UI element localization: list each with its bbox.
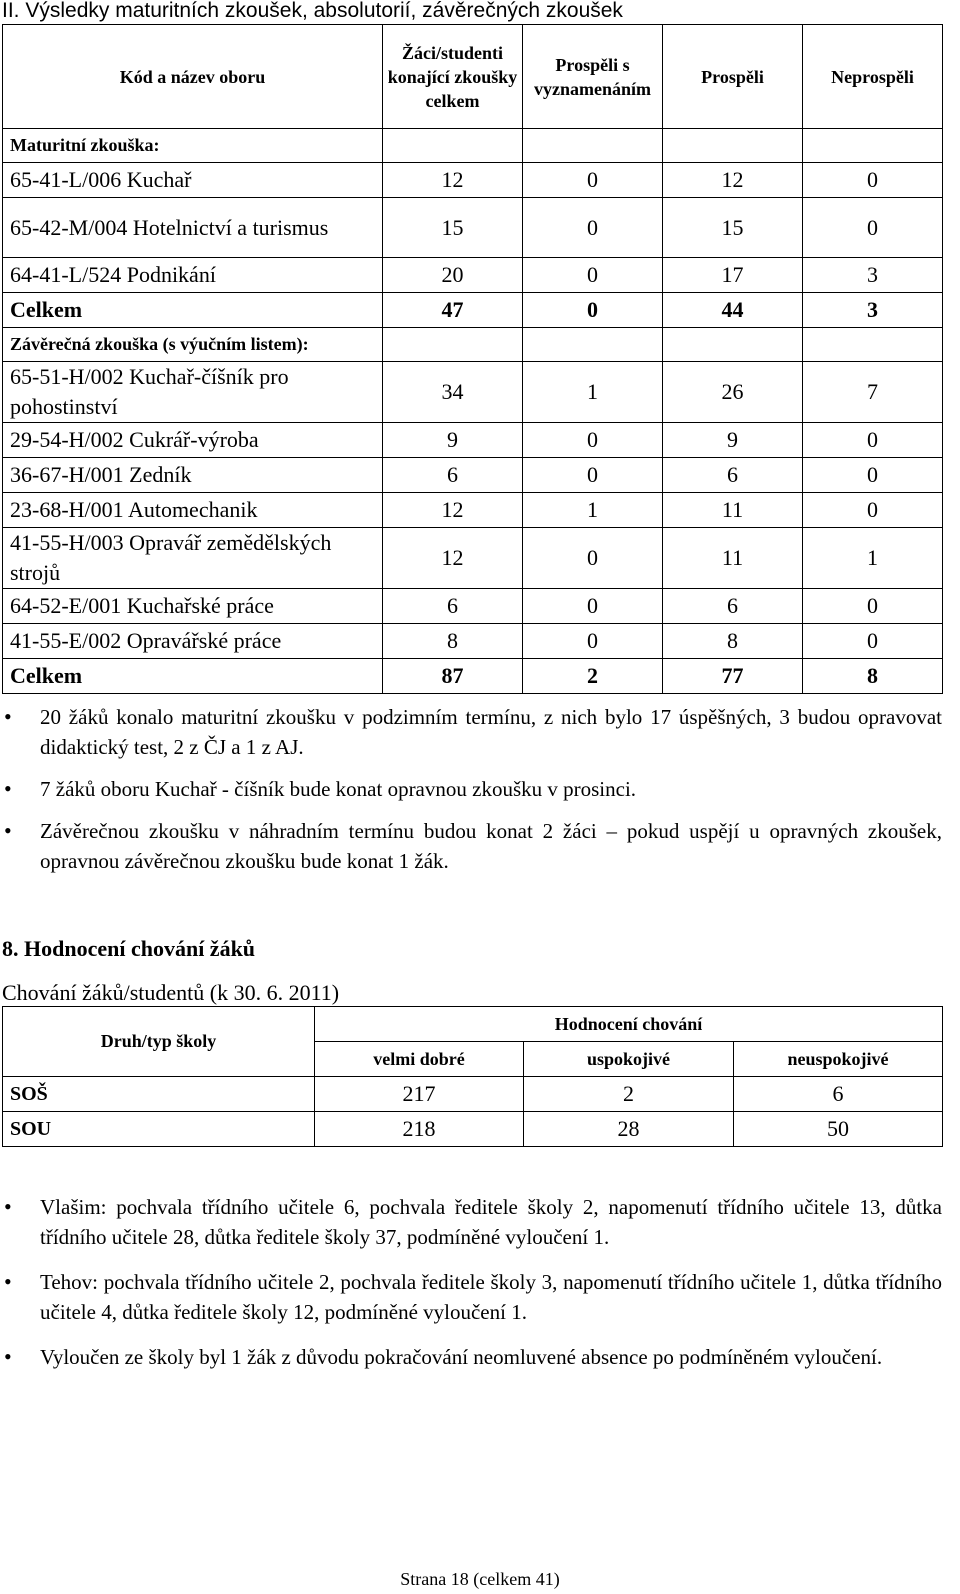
cell-distinction: 0 <box>523 423 663 458</box>
row-name: 36-67-H/001 Zedník <box>3 458 383 493</box>
cell-total: 9 <box>383 423 523 458</box>
cell-failed: 1 <box>803 528 943 589</box>
cell-passed: 11 <box>663 528 803 589</box>
cell-failed: 3 <box>803 258 943 293</box>
header-unsatisfactory: neuspokojivé <box>734 1042 943 1077</box>
cell-distinction: 1 <box>523 493 663 528</box>
list-item: • Vlašim: pochvala třídního učitele 6, pochvala ředitele školy 2, napomenutí třídního učitele 13, důtka třídního učitele 28, důtka ředitele školy 37, podmíněné vyloučení 1. <box>0 1192 942 1252</box>
cell-distinction: 0 <box>523 589 663 624</box>
sum-passed: 77 <box>663 659 803 694</box>
list-item: • Tehov: pochvala třídního učitele 2, pochvala ředitele školy 3, napomenutí třídního učitele 1, důtka třídního učitele 4, důtka ředitele školy 12, podmíněné vyloučení 1. <box>0 1267 942 1327</box>
cell-failed: 0 <box>803 624 943 659</box>
cell-value: 50 <box>734 1112 943 1147</box>
header-failed: Neprospěli <box>803 25 943 129</box>
cell-failed: 7 <box>803 362 943 423</box>
cell-distinction: 0 <box>523 458 663 493</box>
cell-total: 20 <box>383 258 523 293</box>
cell-distinction: 0 <box>523 258 663 293</box>
cell-distinction: 0 <box>523 528 663 589</box>
row-name: 65-51-H/002 Kuchař-číšník pro pohostinství <box>3 362 383 423</box>
sum-total: 47 <box>383 293 523 328</box>
sum-failed: 8 <box>803 659 943 694</box>
header-behaviour-group: Hodnocení chování <box>315 1007 943 1042</box>
cell-total: 6 <box>383 589 523 624</box>
sum-label: Celkem <box>3 659 383 694</box>
row-school-type: SOU <box>3 1112 315 1147</box>
cell-value: 6 <box>734 1077 943 1112</box>
row-name: 65-42-M/004 Hotelnictví a turismus <box>3 198 383 258</box>
cell-failed: 0 <box>803 589 943 624</box>
list-item: • Závěrečnou zkoušku v náhradním termínu budou konat 2 žáci – pokud uspějí u opravných zkoušek, opravnou závěrečnou zkoušku bude konat 1 žák. <box>0 816 942 876</box>
cell-passed: 6 <box>663 589 803 624</box>
cell-passed: 8 <box>663 624 803 659</box>
page-footer: Strana 18 (celkem 41) <box>400 1569 560 1589</box>
list-item: • Vyloučen ze školy byl 1 žák z důvodu pokračování neomluvené absence po podmíněném vyloučení. <box>0 1342 942 1372</box>
header-school-type: Druh/typ školy <box>3 1007 315 1077</box>
table-caption: Chování žáků/studentů (k 30. 6. 2011) <box>2 980 340 1005</box>
cell-total: 12 <box>383 493 523 528</box>
cell-passed: 6 <box>663 458 803 493</box>
row-name: 65-41-L/006 Kuchař <box>3 163 383 198</box>
cell-passed: 26 <box>663 362 803 423</box>
exam-notes-list <box>0 702 942 888</box>
row-name: 41-55-E/002 Opravářské práce <box>3 624 383 659</box>
row-name: 64-41-L/524 Podnikání <box>3 258 383 293</box>
cell-total: 15 <box>383 198 523 258</box>
header-field: Kód a název oboru <box>3 25 383 129</box>
exam-results-table <box>2 24 943 694</box>
header-satisfactory: uspokojivé <box>524 1042 734 1077</box>
list-item: • 7 žáků oboru Kuchař - číšník bude konat opravnou zkoušku v prosinci. <box>0 774 942 804</box>
cell-failed: 0 <box>803 423 943 458</box>
cell-distinction: 0 <box>523 198 663 258</box>
sum-failed: 3 <box>803 293 943 328</box>
cell-failed: 0 <box>803 458 943 493</box>
cell-distinction: 1 <box>523 362 663 423</box>
sum-distinction: 0 <box>523 293 663 328</box>
behaviour-table <box>2 1006 943 1147</box>
header-total: Žáci/studenti konající zkoušky celkem <box>383 25 523 129</box>
header-distinction: Prospěli s vyznamenáním <box>523 25 663 129</box>
list-item: • 20 žáků konalo maturitní zkoušku v podzimním termínu, z nich bylo 17 úspěšných, 3 budou opravovat didaktický test, 2 z ČJ a 1 z AJ. <box>0 702 942 762</box>
header-very-good: velmi dobré <box>315 1042 524 1077</box>
sum-total: 87 <box>383 659 523 694</box>
section-title: Závěrečná zkouška (s výučním listem): <box>3 328 383 362</box>
cell-value: 218 <box>315 1112 524 1147</box>
cell-passed: 17 <box>663 258 803 293</box>
row-name: 29-54-H/002 Cukrář-výroba <box>3 423 383 458</box>
header-passed: Prospěli <box>663 25 803 129</box>
cell-value: 2 <box>524 1077 734 1112</box>
cell-passed: 11 <box>663 493 803 528</box>
cell-total: 34 <box>383 362 523 423</box>
sum-passed: 44 <box>663 293 803 328</box>
page-heading: II. Výsledky maturitních zkoušek, absolutorií, závěrečných zkoušek <box>2 0 623 22</box>
cell-distinction: 0 <box>523 163 663 198</box>
cell-total: 12 <box>383 163 523 198</box>
cell-failed: 0 <box>803 198 943 258</box>
row-school-type: SOŠ <box>3 1077 315 1112</box>
cell-value: 28 <box>524 1112 734 1147</box>
cell-total: 6 <box>383 458 523 493</box>
cell-failed: 0 <box>803 163 943 198</box>
row-name: 64-52-E/001 Kuchařské práce <box>3 589 383 624</box>
section-title: Maturitní zkouška: <box>3 129 383 163</box>
cell-distinction: 0 <box>523 624 663 659</box>
sum-distinction: 2 <box>523 659 663 694</box>
row-name: 23-68-H/001 Automechanik <box>3 493 383 528</box>
cell-value: 217 <box>315 1077 524 1112</box>
cell-passed: 15 <box>663 198 803 258</box>
cell-total: 8 <box>383 624 523 659</box>
cell-total: 12 <box>383 528 523 589</box>
cell-failed: 0 <box>803 493 943 528</box>
cell-passed: 12 <box>663 163 803 198</box>
cell-passed: 9 <box>663 423 803 458</box>
behaviour-notes-list <box>0 1192 942 1384</box>
sum-label: Celkem <box>3 293 383 328</box>
section-heading: 8. Hodnocení chování žáků <box>2 936 256 961</box>
row-name: 41-55-H/003 Opravář zemědělských strojů <box>3 528 383 589</box>
